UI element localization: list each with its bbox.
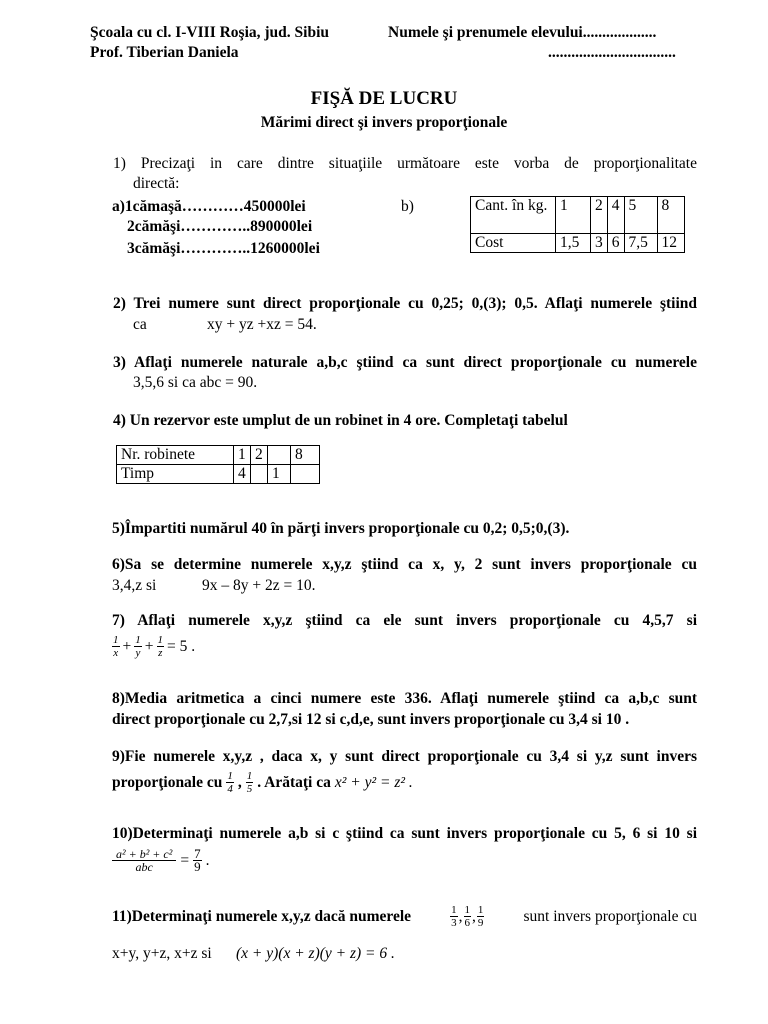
q1-line2: directă: [133, 175, 180, 192]
q6-line2-a: 3,4,z si [112, 577, 157, 594]
table-cell: 4 [234, 465, 251, 484]
table-cell [251, 465, 268, 484]
q2-line1: 2) Trei numere sunt direct proporţionale cu 0,25; 0,(3); 0,5. Aflaţi numerele ştiind [113, 295, 697, 312]
q8-line1: 8)Media aritmetica a cinci numere este 336. Aflaţi numerele ştiind ca a,b,c sunt [112, 690, 697, 707]
q6-line1: 6)Sa se determine numerele x,y,z ştiind ca x, y, 2 sunt invers proporţionale cu [112, 556, 697, 573]
q8-line2: direct proporţionale cu 2,7,si 12 si c,d,e, sunt invers proporţionale cu 3,4 si 10 . [112, 711, 630, 728]
q4-table [116, 445, 320, 484]
table-cell: 1 [268, 465, 291, 484]
q10-line1: 10)Determinaţi numerele a,b si c ştiind ca sunt invers proporţionale cu 5, 6 si 10 si [112, 825, 697, 842]
fraction: $\frac{1}{y}$ [135, 634, 141, 659]
table-cell: 8 [291, 446, 320, 465]
fraction: $\frac{1}{6}$ [464, 904, 471, 929]
q11-line1: 11)Determinaţi numerele x,y,z dacă numerele $\frac{1}{3}$ , $\frac{1}{6}$ , $\frac{1}{9}$ sunt invers proporţionale cu [112, 904, 697, 929]
q1-a-line1: a)1cămaşă…………450000lei [112, 198, 306, 215]
fraction: $\frac{1}{9}$ [477, 904, 484, 929]
fraction: $\frac{1}{4}$ [227, 770, 233, 795]
q7-equation: $\frac{1}{x}$ + $\frac{1}{y}$ + $\frac{1}{z}$ = 5 . [113, 634, 196, 659]
table-cell: 5 [624, 197, 657, 234]
teacher-name: Prof. Tiberian Daniela [90, 44, 239, 61]
table-cell [268, 446, 291, 465]
q2-line2-b: xy + yz +xz = 54. [207, 316, 317, 333]
table-cell: 1 [556, 197, 591, 234]
table-cell: Nr. robinete [117, 446, 234, 465]
q4-line1: 4) Un rezervor este umplut de un robinet in 4 ore. Completaţi tabelul [113, 412, 568, 429]
q9-line1: 9)Fie numerele x,y,z , daca x, y sunt direct proporţionale cu 3,4 si y,z sunt invers [112, 748, 697, 765]
page-subtitle: Mărimi direct şi invers proporţionale [260, 114, 508, 131]
student-name-dots: ................................. [548, 44, 676, 61]
fraction: $\frac{\text{a² + b² + c²}}{\text{abc}}$ [112, 848, 176, 873]
q6-line2-b: 9x – 8y + 2z = 10. [202, 577, 316, 594]
fraction: $\frac{1}{3}$ [451, 904, 457, 929]
fraction: $\frac{1}{x}$ [113, 634, 119, 659]
table-cell: 1 [234, 446, 251, 465]
table-cell [291, 465, 320, 484]
q11-line2-b: (x + y)(x + z)(y + z) = 6 . [236, 945, 395, 962]
q9-line2: proporţionale cu $\frac{1}{4}$ , $\frac{1}{5}$ . Arătaţi ca x² + y² = z² . [112, 770, 413, 795]
q3-line2: 3,5,6 si ca abc = 90. [133, 374, 258, 391]
q10-equation: $\frac{\text{a² + b² + c²}}{\text{abc}}$ = $\frac{7}{9}$ . [112, 848, 209, 873]
q1-b-label: b) [401, 198, 414, 215]
table-cell: Cost [471, 234, 556, 253]
q1-line1: 1) Precizaţi in care dintre situaţiile următoare este vorba de proporţionalitate [113, 155, 697, 172]
q3-line1: 3) Aflaţi numerele naturale a,b,c ştiind ca sunt direct proporţionale cu numerele [113, 354, 697, 371]
fraction: $\frac{1}{5}$ [246, 770, 253, 795]
table-cell: 2 [251, 446, 268, 465]
table-cell: Timp [117, 465, 234, 484]
table-cell: 6 [607, 234, 624, 253]
table-cell: 3 [591, 234, 608, 253]
q1-a-line3: 3cămăşi…………..1260000lei [127, 240, 320, 257]
table-cell: 8 [657, 197, 684, 234]
table-cell: 12 [657, 234, 684, 253]
student-name-label: Numele şi prenumele elevului................... [388, 24, 657, 41]
page-title: FIŞĂ DE LUCRU [310, 88, 458, 109]
q7-line1: 7) Aflaţi numerele x,y,z ştiind ca ele sunt invers proporţionale cu 4,5,7 si [112, 612, 697, 629]
table-cell: Cant. în kg. [471, 197, 556, 234]
fraction: $\frac{1}{z}$ [157, 634, 163, 659]
table-cell: 4 [607, 197, 624, 234]
table-cell: 1,5 [556, 234, 591, 253]
table-cell: 2 [591, 197, 608, 234]
table-cell: 7,5 [624, 234, 657, 253]
q11-line2-a: x+y, y+z, x+z si [112, 945, 212, 962]
q1-table [470, 196, 685, 253]
school-name: Şcoala cu cl. I-VIII Roşia, jud. Sibiu [90, 24, 330, 41]
fraction: $\frac{7}{9}$ [194, 846, 201, 874]
q5-line1: 5)Împartiti numărul 40 în părţi invers proporţionale cu 0,2; 0,5;0,(3). [112, 520, 570, 537]
q2-line2-a: ca [133, 316, 147, 333]
q1-a-line2: 2cămăşi…………..890000lei [127, 218, 313, 235]
